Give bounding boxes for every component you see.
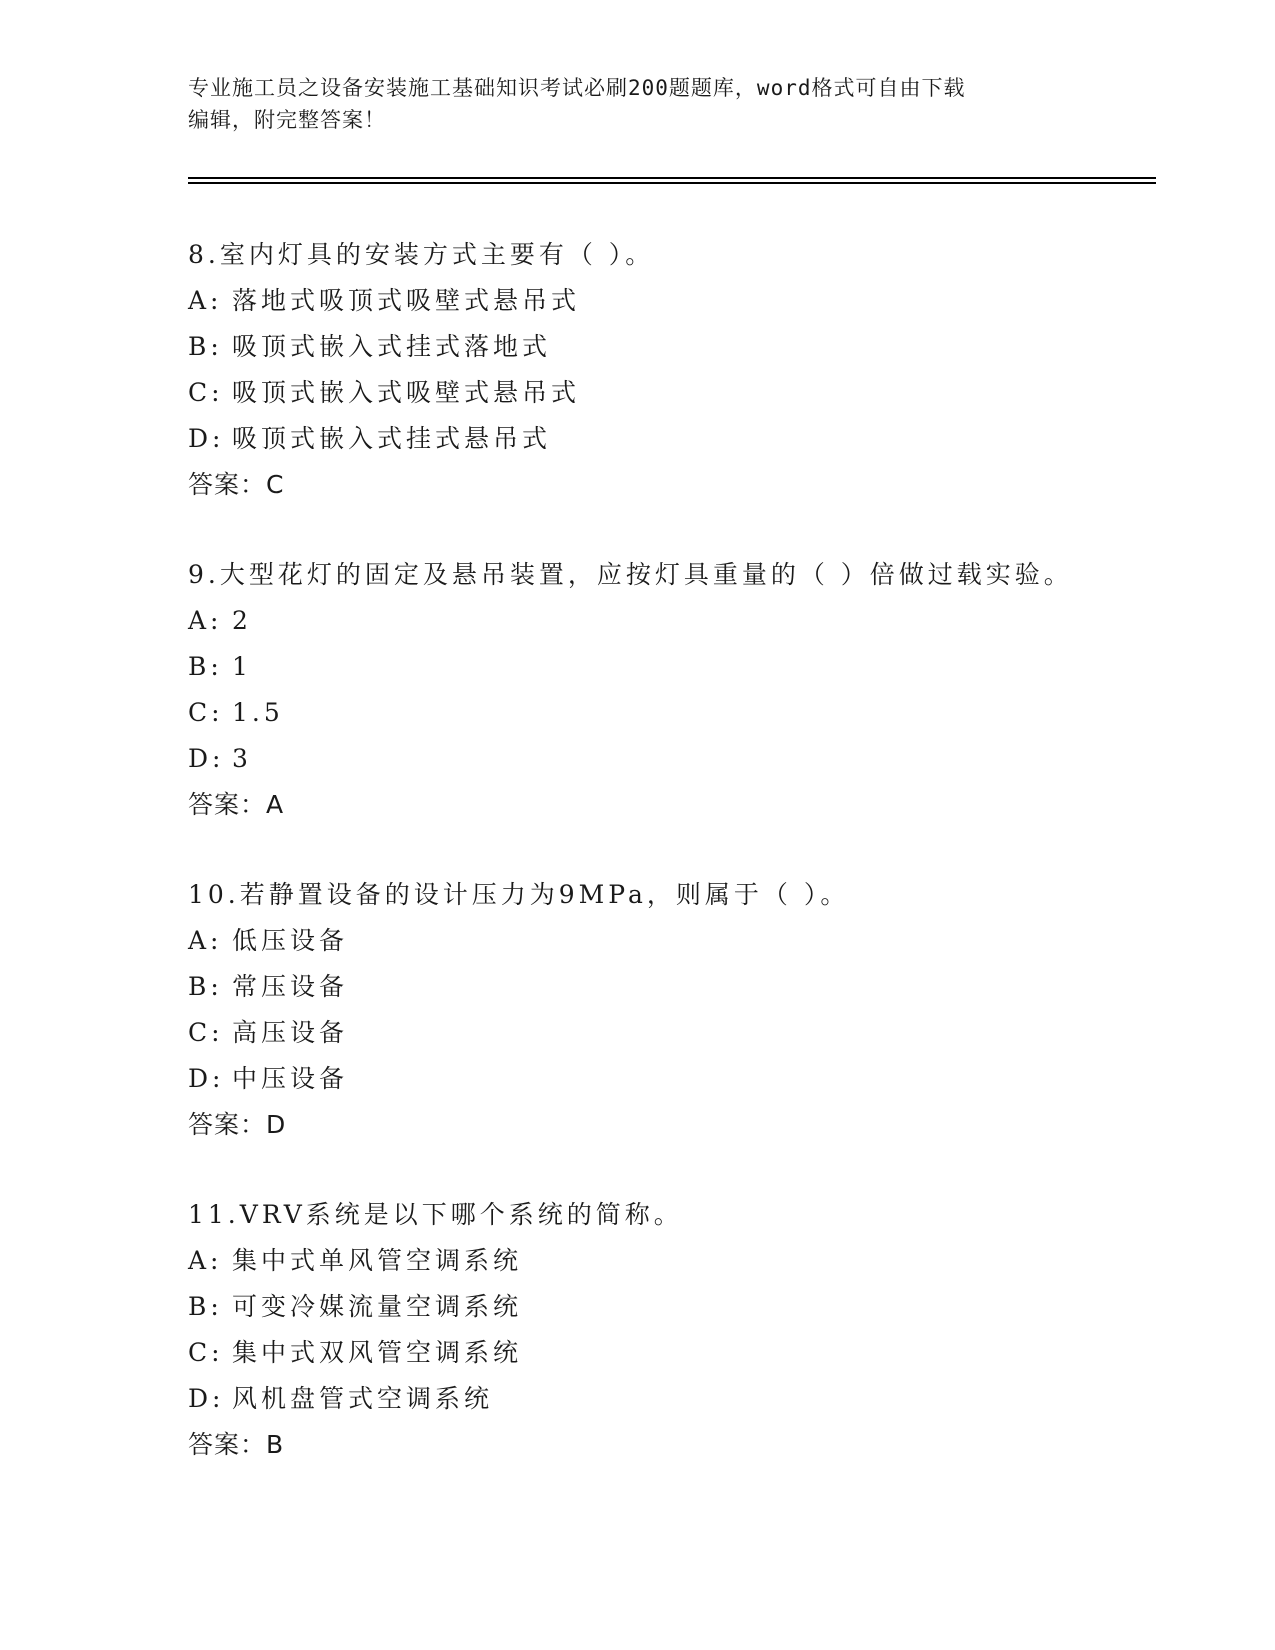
option-label: B: [188,652,223,681]
option-label: D: [188,424,225,453]
option-a [188,1238,1168,1284]
option-a [188,598,1168,644]
answer-prefix: 答案： [188,470,267,499]
header-line-2: 编辑，附完整答案！ [188,108,386,132]
option-label: A: [188,606,223,635]
option-c [188,1330,1168,1376]
answer-value: C [266,470,285,499]
option-text: 3 [232,744,252,773]
option-label: A: [188,286,223,315]
answer-prefix: 答案： [188,790,267,819]
question-10 [188,872,1168,1192]
option-label: A: [188,926,223,955]
option-text: 集中式双风管空调系统 [232,1338,523,1367]
question-stem: 11.VRV系统是以下哪个系统的简称。 [188,1200,683,1229]
question-stem: 9.大型花灯的固定及悬吊装置，应按灯具重量的（ ）倍做过载实验。 [188,560,1073,589]
option-text: 集中式单风管空调系统 [232,1246,523,1275]
question-9 [188,552,1168,872]
option-c [188,690,1168,736]
option-label: C: [188,698,224,727]
option-label: A: [188,1246,223,1275]
option-text: 落地式吸顶式吸壁式悬吊式 [232,286,581,315]
option-text: 1.5 [232,698,284,727]
header-rule-top [188,177,1156,179]
option-text: 1 [232,652,252,681]
document-header [188,72,1088,136]
answer-value: D [266,1110,287,1139]
option-d [188,416,1168,462]
option-text: 吸顶式嵌入式吸壁式悬吊式 [232,378,581,407]
option-label: B: [188,972,223,1001]
answer-value: A [266,790,285,819]
option-text: 常压设备 [232,972,349,1001]
option-text: 2 [232,606,252,635]
option-b [188,644,1168,690]
option-c [188,370,1168,416]
option-text: 低压设备 [232,926,349,955]
option-text: 风机盘管式空调系统 [232,1384,494,1413]
answer-line [188,1422,1168,1468]
option-label: C: [188,1338,224,1367]
option-d [188,1056,1168,1102]
question-stem: 8.室内灯具的安装方式主要有（ ）。 [188,240,655,269]
question-8 [188,232,1168,552]
answer-prefix: 答案： [188,1430,267,1459]
answer-line [188,782,1168,828]
option-text: 可变冷媒流量空调系统 [232,1292,523,1321]
option-label: C: [188,1018,224,1047]
option-a [188,278,1168,324]
option-a [188,918,1168,964]
answer-line [188,1102,1168,1148]
option-label: B: [188,1292,223,1321]
option-text: 吸顶式嵌入式挂式悬吊式 [232,424,552,453]
option-label: B: [188,332,223,361]
option-b [188,324,1168,370]
option-label: D: [188,744,225,773]
answer-prefix: 答案： [188,1110,267,1139]
header-line-1: 专业施工员之设备安装施工基础知识考试必刷200题题库，word格式可自由下载 [188,76,966,100]
option-b [188,1284,1168,1330]
question-list [188,232,1168,1512]
option-text: 高压设备 [232,1018,349,1047]
option-label: D: [188,1384,225,1413]
header-rule-bottom [188,182,1156,184]
question-11 [188,1192,1168,1512]
question-stem: 10.若静置设备的设计压力为9MPa，则属于（ ）。 [188,880,850,909]
option-d [188,736,1168,782]
option-label: D: [188,1064,225,1093]
option-d [188,1376,1168,1422]
option-b [188,964,1168,1010]
answer-line [188,462,1168,508]
option-label: C: [188,378,224,407]
answer-value: B [266,1430,285,1459]
option-text: 吸顶式嵌入式挂式落地式 [232,332,552,361]
option-text: 中压设备 [232,1064,349,1093]
option-c [188,1010,1168,1056]
